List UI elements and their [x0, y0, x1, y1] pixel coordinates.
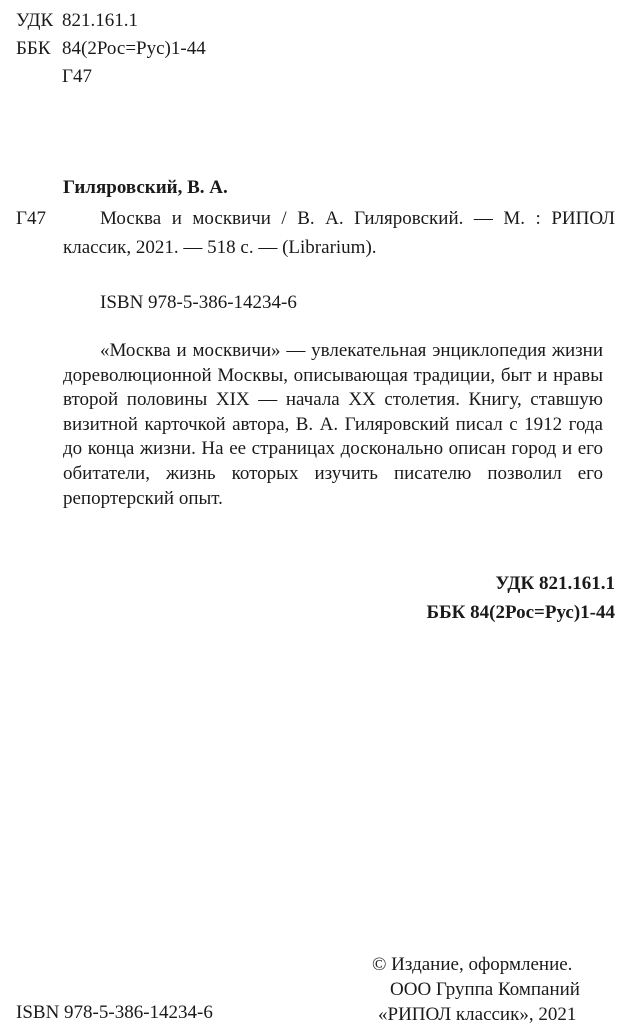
entry-description-line-1: Москва и москвичи / В. А. Гиляровский. — М. : РИПОЛ — [100, 208, 615, 229]
entry-isbn: ISBN 978-5-386-14234-6 — [100, 292, 297, 313]
udk-bottom: УДК 821.161.1 — [495, 573, 615, 594]
bbk-line-top — [16, 38, 206, 60]
annotation-paragraph: «Москва и москвичи» — увлекательная энциклопедия жизни дореволюционной Москвы, описывающая традиции, быт и нравы второй половины XIX — начала XX столетия. Книгу, ставшую визитной карточкой автора, В. А. Гиляровский писал с 1912 года до конца жизни. На ее страницах досконально описан город и его обитатели, жизнь которых изучить писателю позволил его репортерский опыт. — [63, 340, 603, 509]
entry-heading: Гиляровский, В. А. — [63, 177, 228, 198]
author-mark-top: Г47 — [62, 66, 92, 87]
copyright-line-3: «РИПОЛ классик», 2021 — [378, 1004, 577, 1025]
copyright-line-2: ООО Группа Компаний — [390, 979, 580, 1000]
copyright-line-1: © Издание, оформление. — [372, 954, 573, 975]
udk-label: УДК — [16, 10, 54, 31]
entry-description-line-2: классик, 2021. — 518 с. — (Librarium). — [63, 237, 377, 258]
udk-value: 821.161.1 — [62, 10, 138, 31]
udk-line-top — [16, 10, 138, 32]
footer-isbn: ISBN 978-5-386-14234-6 — [16, 1002, 213, 1023]
bbk-bottom: ББК 84(2Рос=Рус)1-44 — [426, 602, 615, 623]
bbk-label: ББК — [16, 38, 51, 59]
bbk-value: 84(2Рос=Рус)1-44 — [62, 38, 206, 59]
author-mark-entry: Г47 — [16, 208, 46, 229]
